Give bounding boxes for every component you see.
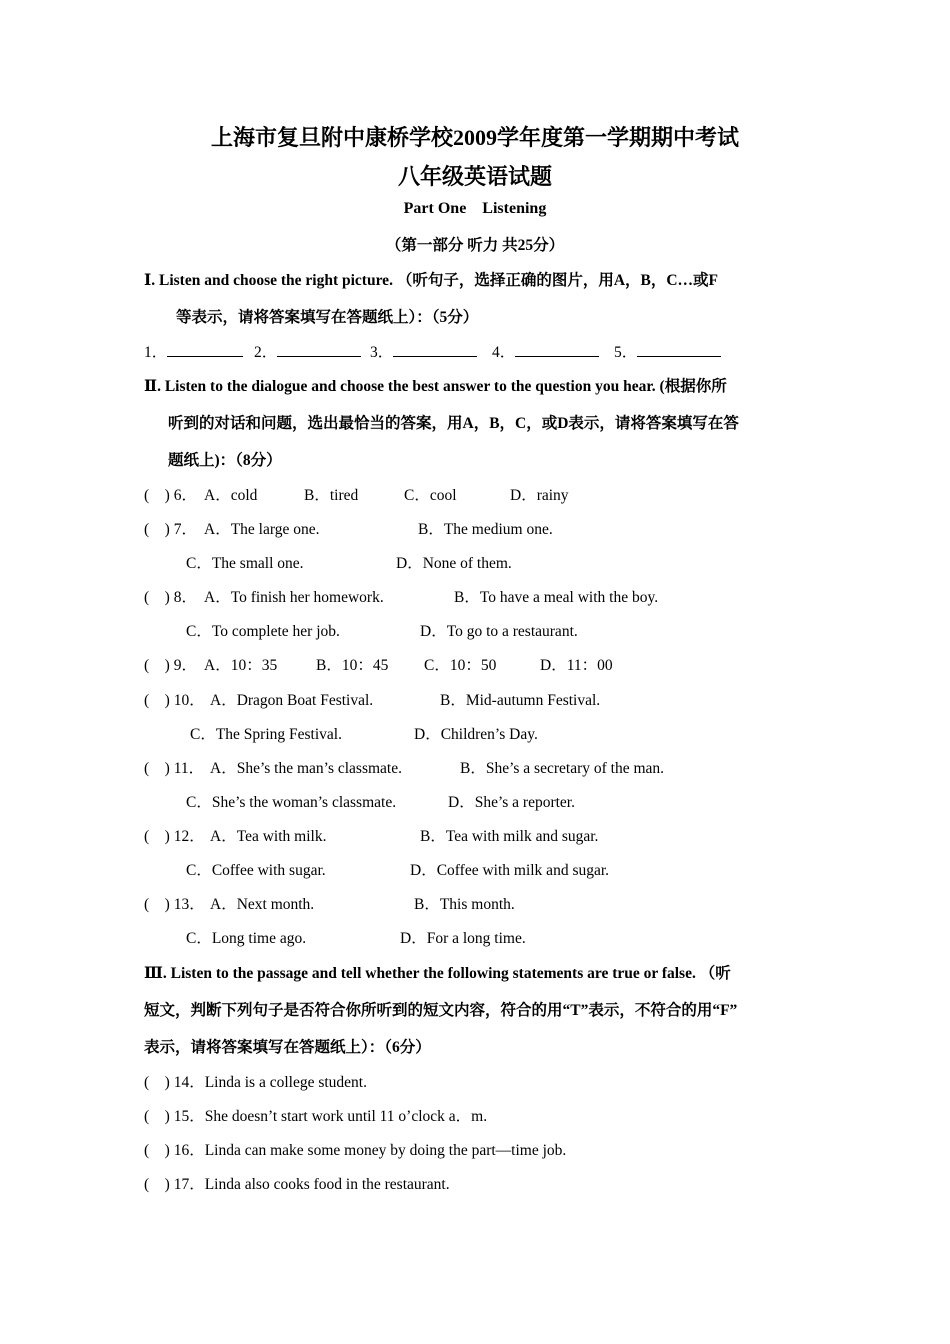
statement-16: ( ) 16．Linda can make some money by doing the part—time job.: [144, 1142, 567, 1159]
option-d: D．Coffee with milk and sugar.: [410, 862, 610, 879]
part-score-note: （第一部分 听力 共25分）: [385, 237, 565, 254]
option-c: C．The Spring Festival.: [190, 726, 342, 743]
part-heading: Part One Listening: [403, 200, 547, 217]
question-number: ( ) 8．: [144, 589, 197, 606]
option-b: B．To have a meal with the boy.: [454, 589, 659, 606]
statement-14: ( ) 14．Linda is a college student.: [144, 1074, 367, 1091]
question-number: ( ) 11．: [144, 760, 205, 777]
question-11-cont: [0, 790, 950, 814]
blank-item: 3．: [370, 340, 477, 362]
question-12: [0, 824, 950, 848]
question-12-cont: [0, 858, 950, 882]
answer-blanks-row: [0, 340, 950, 364]
question-9: [0, 653, 950, 677]
option-b: B．10：45: [316, 657, 389, 674]
option-d: D．To go to a restaurant.: [420, 623, 578, 640]
question-11: [0, 756, 950, 780]
section2-instruction-cont2: 题纸上)：（8分）: [168, 452, 282, 469]
question-number: ( ) 13．: [144, 896, 205, 913]
option-c: C．She’s the woman’s classmate.: [186, 794, 397, 811]
option-a: A．To finish her homework.: [204, 589, 384, 606]
blank-item: 1．: [144, 340, 243, 362]
option-a: A．She’s the man’s classmate.: [210, 760, 402, 777]
option-d: D．Children’s Day.: [414, 726, 538, 743]
option-c: C．cool: [404, 487, 457, 504]
question-13: [0, 892, 950, 916]
question-8-cont: [0, 619, 950, 643]
section3-instruction: Ⅲ. Listen to the passage and tell whether the following statements are true or false. （听: [144, 965, 731, 982]
option-a: A．Dragon Boat Festival.: [210, 692, 374, 709]
blank-item: 2．: [254, 340, 361, 362]
exam-title: 上海市复旦附中康桥学校2009学年度第一学期期中考试: [210, 125, 739, 150]
option-d: D．For a long time.: [400, 930, 526, 947]
section3-instruction-cont: 短文，判断下列句子是否符合你所听到的短文内容，符合的用“T”表示，不符合的用“F”: [144, 1002, 738, 1019]
statement-15: ( ) 15．She doesn’t start work until 11 o’clock a．m.: [144, 1108, 488, 1125]
option-d: D．rainy: [510, 487, 569, 504]
option-a: A．10：35: [204, 657, 278, 674]
section2-instruction: Ⅱ. Listen to the dialogue and choose the best answer to the question you hear. (根据你所: [144, 378, 727, 395]
exam-subtitle: 八年级英语试题: [397, 164, 552, 189]
question-7: [0, 517, 950, 541]
option-c: C．The small one.: [186, 555, 304, 572]
option-b: B．She’s a secretary of the man.: [460, 760, 665, 777]
section3-instruction-cont2: 表示，请将答案填写在答题纸上）：（6分）: [144, 1039, 431, 1056]
option-c: C．Long time ago.: [186, 930, 307, 947]
question-number: ( ) 9．: [144, 657, 197, 674]
option-b: B．tired: [304, 487, 359, 504]
question-10: [0, 688, 950, 712]
option-a: A．Next month.: [210, 896, 315, 913]
question-number: ( ) 10．: [144, 692, 205, 709]
section1-instruction: Ⅰ. Listen and choose the right picture. （听句子，选择正确的图片，用A，B，C…或F: [144, 272, 719, 289]
blank-item: 4．: [492, 340, 599, 362]
option-a: A．cold: [204, 487, 258, 504]
statement-17: ( ) 17．Linda also cooks food in the restaurant.: [144, 1176, 450, 1193]
question-10-cont: [0, 722, 950, 746]
blank-item: 5．: [614, 340, 721, 362]
section1-instruction-cont: 等表示，请将答案填写在答题纸上）：（5分）: [176, 309, 479, 326]
option-c: C．Coffee with sugar.: [186, 862, 326, 879]
question-13-cont: [0, 926, 950, 950]
option-d: D．11：00: [540, 657, 613, 674]
question-number: ( ) 6．: [144, 487, 197, 504]
option-b: B．This month.: [414, 896, 515, 913]
option-b: B．The medium one.: [418, 521, 553, 538]
option-c: C．10：50: [424, 657, 497, 674]
option-b: B．Mid-autumn Festival.: [440, 692, 601, 709]
question-number: ( ) 12．: [144, 828, 205, 845]
question-6: [0, 483, 950, 507]
question-8: [0, 585, 950, 609]
question-number: ( ) 7．: [144, 521, 197, 538]
option-b: B．Tea with milk and sugar.: [420, 828, 599, 845]
option-a: A．Tea with milk.: [210, 828, 327, 845]
option-d: D．None of them.: [396, 555, 512, 572]
question-7-cont: [0, 551, 950, 575]
section2-instruction-cont: 听到的对话和问题，选出最恰当的答案，用A，B，C，或D表示，请将答案填写在答: [168, 415, 739, 432]
option-a: A．The large one.: [204, 521, 320, 538]
option-c: C．To complete her job.: [186, 623, 340, 640]
option-d: D．She’s a reporter.: [448, 794, 575, 811]
